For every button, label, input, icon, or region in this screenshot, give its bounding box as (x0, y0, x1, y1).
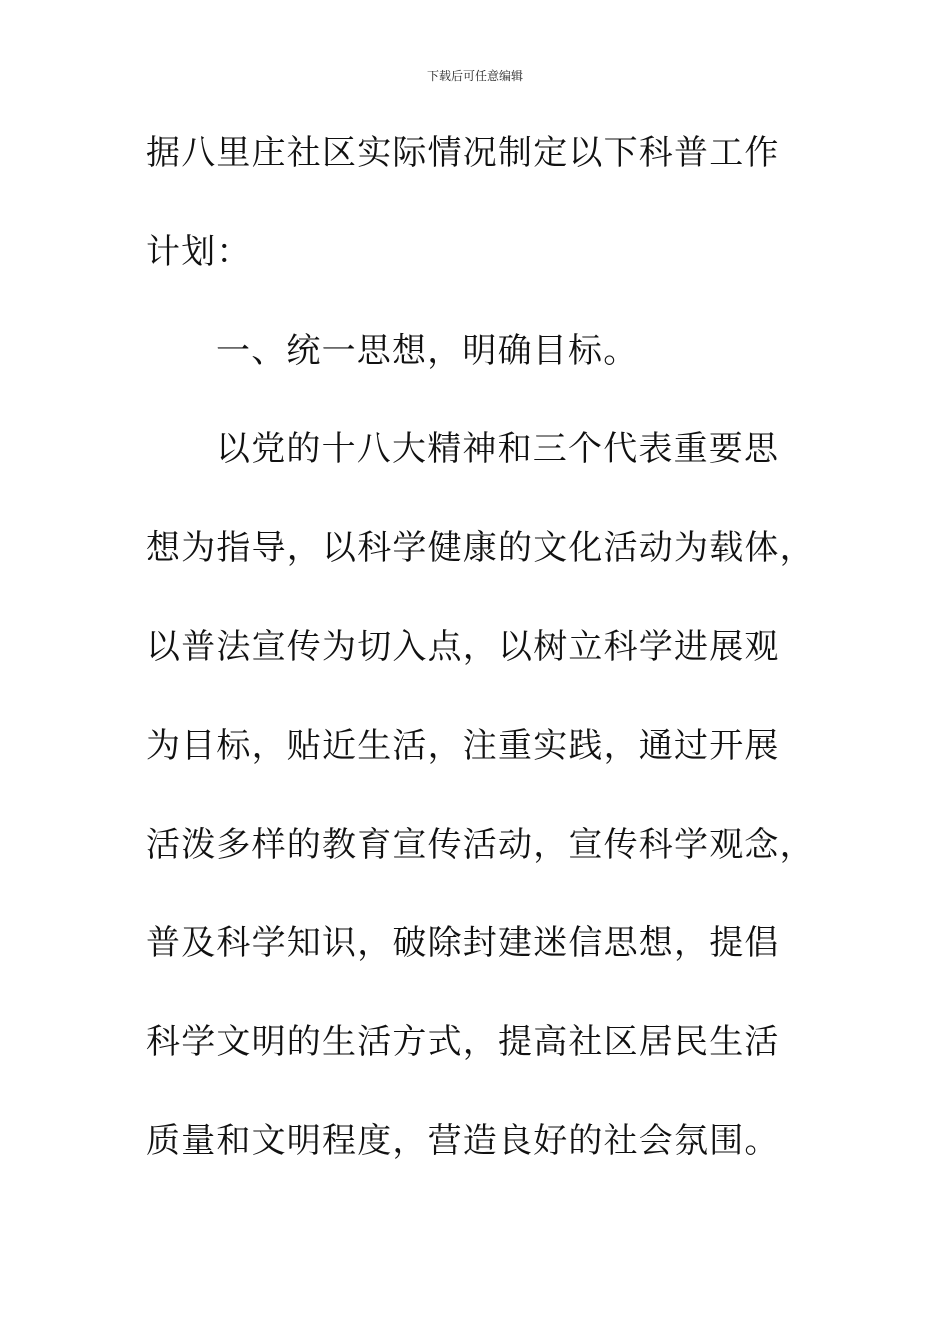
section-heading: 一、统一思想，明确目标。 (216, 330, 639, 371)
text-line: 科学文明的生活方式，提高社区居民生活 (146, 1022, 780, 1063)
text-line: 为目标，贴近生活，注重实践，通过开展 (146, 725, 780, 766)
text-line: 活泼多样的教育宣传活动，宣传科学观念， (146, 824, 815, 865)
paragraph-first-line: 以党的十八大精神和三个代表重要思 (216, 429, 780, 470)
text-line: 以普法宣传为切入点，以树立科学进展观 (146, 626, 780, 667)
page-header: 下载后可任意编辑 (426, 69, 523, 83)
text-line: 质量和文明程度，营造良好的社会氛围。 (146, 1120, 780, 1161)
document-body (146, 128, 826, 1215)
text-line: 据八里庄社区实际情况制定以下科普工作 (146, 133, 780, 173)
text-line: 计划： (146, 231, 252, 272)
text-line: 普及科学知识，破除封建迷信思想，提倡 (146, 923, 780, 964)
text-line: 想为指导，以科学健康的文化活动为载体， (146, 528, 815, 569)
